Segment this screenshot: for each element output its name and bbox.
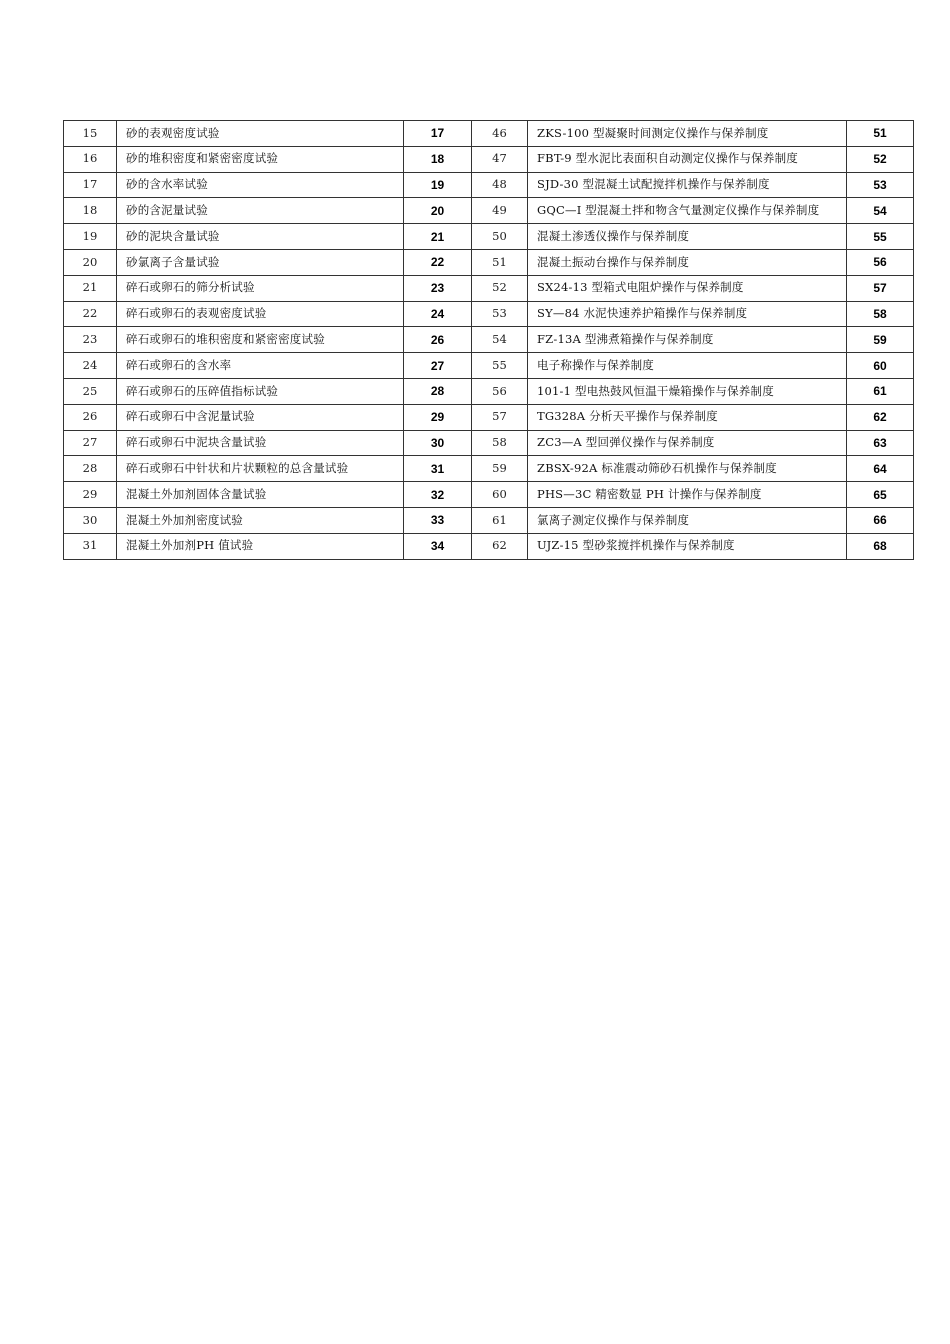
table-row (64, 224, 914, 250)
right-entry-page: 51 (847, 121, 914, 147)
right-entry-page: 62 (847, 404, 914, 430)
right-entry-number: 53 (472, 301, 528, 327)
left-entry-page: 21 (404, 224, 472, 250)
left-entry-page: 22 (404, 249, 472, 275)
left-entry-title: 混凝土外加剂固体含量试验 (117, 482, 404, 508)
table-row (64, 121, 914, 147)
left-entry-page: 26 (404, 327, 472, 353)
left-entry-title: 碎石或卵石的堆积密度和紧密密度试验 (117, 327, 404, 353)
table-row (64, 456, 914, 482)
left-entry-page: 31 (404, 456, 472, 482)
left-entry-number: 30 (64, 507, 117, 533)
right-entry-title: TG328A 分析天平操作与保养制度 (528, 404, 847, 430)
left-entry-title: 碎石或卵石中针状和片状颗粒的总含量试验 (117, 456, 404, 482)
left-entry-page: 20 (404, 198, 472, 224)
left-entry-number: 22 (64, 301, 117, 327)
left-entry-number: 19 (64, 224, 117, 250)
left-entry-number: 31 (64, 533, 117, 559)
right-entry-title: SX24-13 型箱式电阻炉操作与保养制度 (528, 275, 847, 301)
right-entry-number: 62 (472, 533, 528, 559)
table-row (64, 301, 914, 327)
toc-table (63, 120, 914, 560)
table-row (64, 378, 914, 404)
left-entry-title: 混凝土外加剂PH 值试验 (117, 533, 404, 559)
right-entry-title: PHS—3C 精密数显 PH 计操作与保养制度 (528, 482, 847, 508)
left-entry-number: 23 (64, 327, 117, 353)
right-entry-page: 57 (847, 275, 914, 301)
right-entry-number: 49 (472, 198, 528, 224)
left-entry-number: 28 (64, 456, 117, 482)
left-entry-title: 混凝土外加剂密度试验 (117, 507, 404, 533)
right-entry-title: 101-1 型电热鼓风恒温干燥箱操作与保养制度 (528, 378, 847, 404)
right-entry-page: 59 (847, 327, 914, 353)
left-entry-page: 17 (404, 121, 472, 147)
right-entry-page: 63 (847, 430, 914, 456)
table-row (64, 404, 914, 430)
left-entry-number: 18 (64, 198, 117, 224)
left-entry-title: 碎石或卵石中泥块含量试验 (117, 430, 404, 456)
left-entry-page: 24 (404, 301, 472, 327)
left-entry-number: 27 (64, 430, 117, 456)
left-entry-page: 32 (404, 482, 472, 508)
table-row (64, 172, 914, 198)
left-entry-page: 18 (404, 146, 472, 172)
left-entry-page: 33 (404, 507, 472, 533)
right-entry-page: 58 (847, 301, 914, 327)
left-entry-number: 26 (64, 404, 117, 430)
right-entry-title: ZKS-100 型凝聚时间测定仪操作与保养制度 (528, 121, 847, 147)
right-entry-page: 52 (847, 146, 914, 172)
left-entry-title: 碎石或卵石的含水率 (117, 353, 404, 379)
right-entry-number: 59 (472, 456, 528, 482)
right-entry-page: 65 (847, 482, 914, 508)
left-entry-title: 砂的表观密度试验 (117, 121, 404, 147)
left-entry-title: 碎石或卵石的筛分析试验 (117, 275, 404, 301)
right-entry-page: 60 (847, 353, 914, 379)
left-entry-page: 34 (404, 533, 472, 559)
table-row (64, 198, 914, 224)
right-entry-title: 混凝土渗透仪操作与保养制度 (528, 224, 847, 250)
right-entry-title: ZBSX-92A 标准震动筛砂石机操作与保养制度 (528, 456, 847, 482)
left-entry-title: 砂的含泥量试验 (117, 198, 404, 224)
left-entry-page: 27 (404, 353, 472, 379)
right-entry-number: 46 (472, 121, 528, 147)
right-entry-number: 50 (472, 224, 528, 250)
left-entry-title: 砂氯离子含量试验 (117, 249, 404, 275)
left-entry-number: 15 (64, 121, 117, 147)
right-entry-title: SJD-30 型混凝土试配搅拌机操作与保养制度 (528, 172, 847, 198)
table-row (64, 482, 914, 508)
left-entry-page: 23 (404, 275, 472, 301)
left-entry-number: 25 (64, 378, 117, 404)
table-row (64, 533, 914, 559)
right-entry-number: 48 (472, 172, 528, 198)
right-entry-page: 55 (847, 224, 914, 250)
right-entry-title: ZC3—A 型回弹仪操作与保养制度 (528, 430, 847, 456)
right-entry-number: 58 (472, 430, 528, 456)
left-entry-page: 30 (404, 430, 472, 456)
left-entry-title: 砂的堆积密度和紧密密度试验 (117, 146, 404, 172)
left-entry-title: 碎石或卵石的表观密度试验 (117, 301, 404, 327)
left-entry-number: 17 (64, 172, 117, 198)
left-entry-number: 20 (64, 249, 117, 275)
right-entry-title: UJZ-15 型砂浆搅拌机操作与保养制度 (528, 533, 847, 559)
table-row (64, 327, 914, 353)
right-entry-page: 54 (847, 198, 914, 224)
right-entry-title: GQC—I 型混凝土拌和物含气量测定仪操作与保养制度 (528, 198, 847, 224)
left-entry-title: 碎石或卵石的压碎值指标试验 (117, 378, 404, 404)
right-entry-number: 54 (472, 327, 528, 353)
right-entry-title: 氯离子测定仪操作与保养制度 (528, 507, 847, 533)
right-entry-page: 61 (847, 378, 914, 404)
right-entry-title: 电子称操作与保养制度 (528, 353, 847, 379)
right-entry-number: 52 (472, 275, 528, 301)
right-entry-page: 53 (847, 172, 914, 198)
table-row (64, 507, 914, 533)
left-entry-title: 砂的含水率试验 (117, 172, 404, 198)
right-entry-page: 56 (847, 249, 914, 275)
table-row (64, 353, 914, 379)
table-row (64, 275, 914, 301)
right-entry-title: FBT-9 型水泥比表面积自动测定仪操作与保养制度 (528, 146, 847, 172)
table-row (64, 146, 914, 172)
right-entry-number: 57 (472, 404, 528, 430)
right-entry-page: 68 (847, 533, 914, 559)
table-row (64, 430, 914, 456)
left-entry-number: 21 (64, 275, 117, 301)
left-entry-number: 29 (64, 482, 117, 508)
left-entry-number: 16 (64, 146, 117, 172)
right-entry-number: 61 (472, 507, 528, 533)
left-entry-page: 29 (404, 404, 472, 430)
right-entry-page: 64 (847, 456, 914, 482)
right-entry-title: SY—84 水泥快速养护箱操作与保养制度 (528, 301, 847, 327)
right-entry-number: 47 (472, 146, 528, 172)
toc-body (64, 121, 914, 560)
right-entry-number: 55 (472, 353, 528, 379)
left-entry-title: 碎石或卵石中含泥量试验 (117, 404, 404, 430)
right-entry-number: 60 (472, 482, 528, 508)
right-entry-number: 56 (472, 378, 528, 404)
left-entry-number: 24 (64, 353, 117, 379)
left-entry-page: 19 (404, 172, 472, 198)
right-entry-title: FZ-13A 型沸煮箱操作与保养制度 (528, 327, 847, 353)
left-entry-page: 28 (404, 378, 472, 404)
right-entry-title: 混凝土振动台操作与保养制度 (528, 249, 847, 275)
left-entry-title: 砂的泥块含量试验 (117, 224, 404, 250)
right-entry-number: 51 (472, 249, 528, 275)
right-entry-page: 66 (847, 507, 914, 533)
table-row (64, 249, 914, 275)
